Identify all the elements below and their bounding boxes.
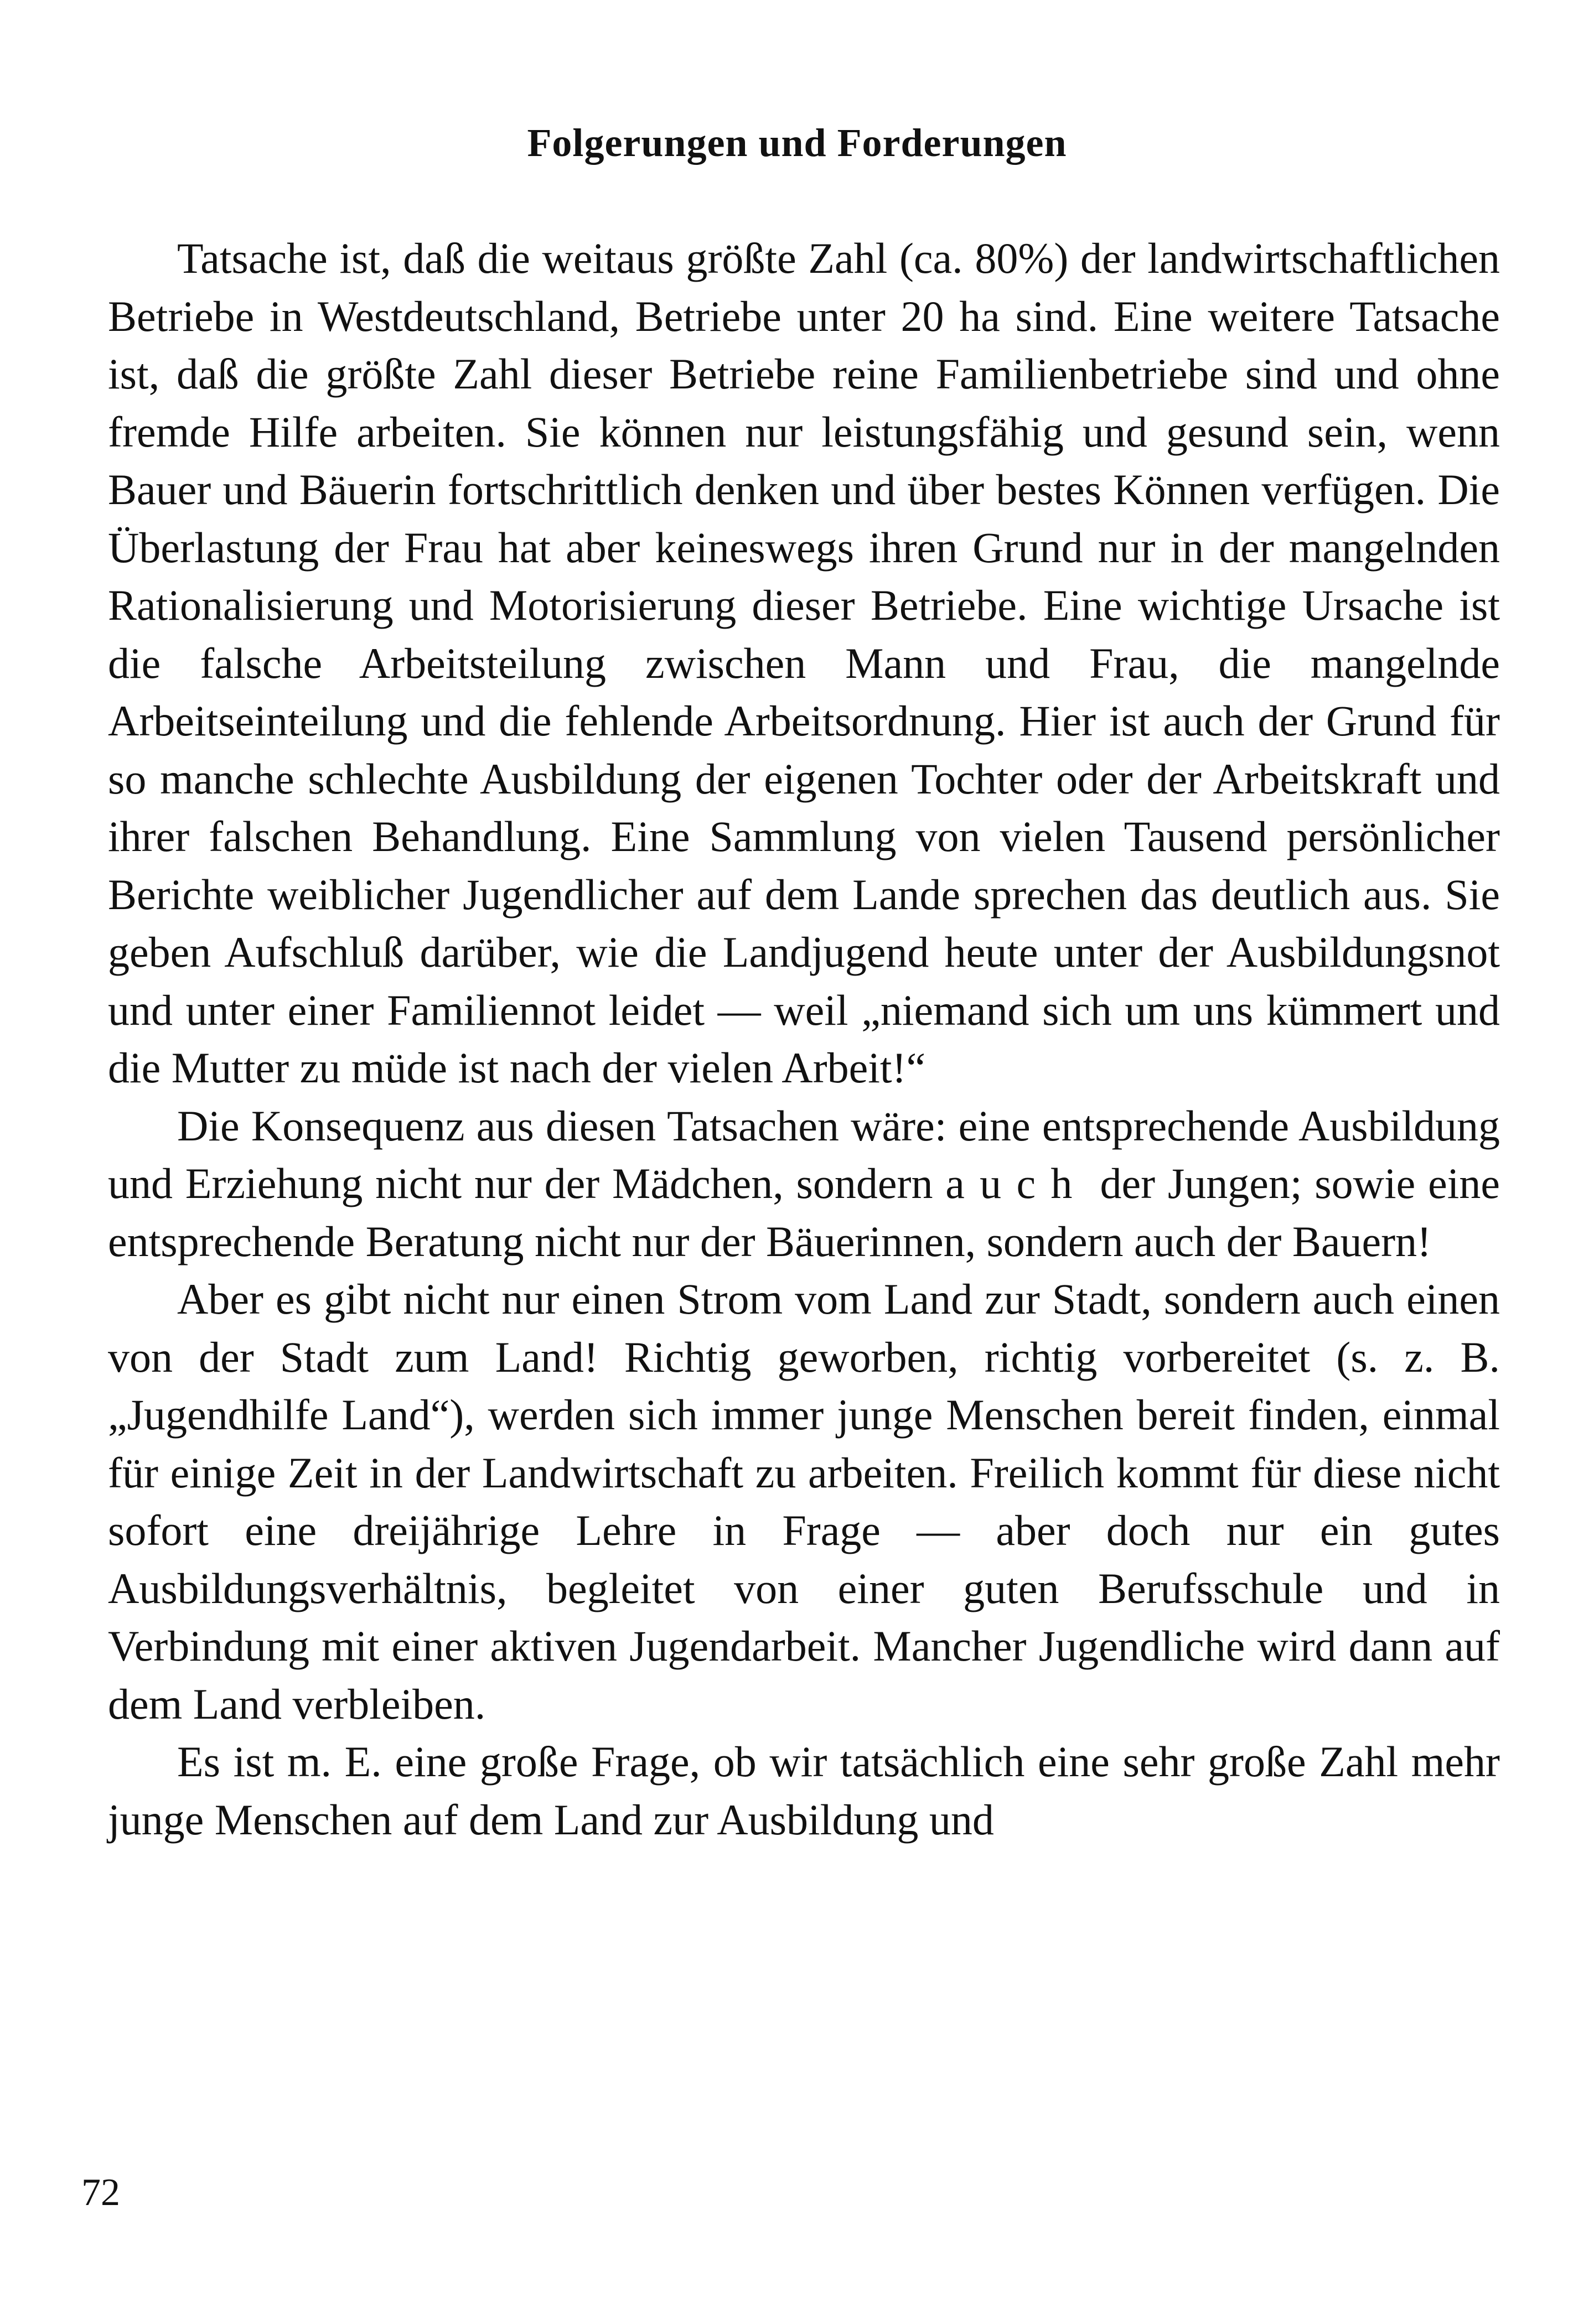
paragraph-4: Es ist m. E. eine große Frage, ob wir tatsächlich eine sehr große Zahl mehr junge Menschen auf dem Land zur Ausbildung und <box>108 1737 1500 1844</box>
body-text <box>108 230 1500 1849</box>
paragraph-2-end: der Jungen; sowie eine entsprechende Beratung nicht nur der Bäuerinnen, sondern auch der Bauern! <box>108 1159 1500 1265</box>
paragraph-1: Tatsache ist, daß die weitaus größte Zahl (ca. 80%) der landwirtschaftlichen Betriebe in Westdeutschland, Betriebe unter 20 ha sind. Eine weitere Tatsache ist, daß die größte Zahl dieser Betriebe reine Familienbetriebe sind und ohne fremde Hilfe arbeiten. Sie können nur leistungsfähig und gesund sein, wenn Bauer und Bäuerin fortschrittlich denken und über bestes Können verfügen. Die Überlastung der Frau hat aber keineswegs ihren Grund nur in der mangelnden Rationalisierung und Motorisierung dieser Betriebe. Eine wichtige Ursache ist die falsche Arbeitsteilung zwischen Mann und Frau, die mangelnde Arbeitseinteilung und die fehlende Arbeitsordnung. Hier ist auch der Grund für so manche schlechte Ausbildung der eigenen Tochter oder der Arbeitskraft und ihrer falschen Behandlung. Eine Sammlung von vielen Tausend persönlicher Berichte weiblicher Jugendlicher auf dem Lande sprechen das deutlich aus. Sie geben Aufschluß darüber, wie die Landjugend heute unter der Ausbildungsnot und unter einer Familiennot leidet — weil „niemand sich um uns kümmert und die Mutter zu müde ist nach der vielen Arbeit!“ <box>108 234 1500 1092</box>
paragraph-2 <box>108 1097 1500 1271</box>
paragraph-2-start: Die Konsequenz aus diesen Tatsachen wäre: eine entsprechende Ausbildung und Erziehung nicht nur der Mädchen, sondern <box>108 1101 1500 1207</box>
page-number: 72 <box>81 2171 120 2214</box>
section-heading: Folgerungen und Forderungen <box>527 121 1067 165</box>
paragraph-3: Aber es gibt nicht nur einen Strom vom Land zur Stadt, sondern auch einen von der Stadt zum Land! Richtig geworben, richtig vorbereitet (s. z. B. „Jugendhilfe Land“), werden sich immer junge Menschen bereit finden, einmal für einige Zeit in der Landwirtschaft zu arbeiten. Freilich kommt für diese nicht sofort eine dreijährige Lehre in Frage — aber doch nur ein gutes Ausbildungsverhältnis, begleitet von einer guten Berufsschule und in Verbindung mit einer aktiven Jugendarbeit. Mancher Jugendliche wird dann auf dem Land verbleiben. <box>108 1275 1500 1728</box>
paragraph-2-emphasis: auch <box>945 1159 1088 1207</box>
